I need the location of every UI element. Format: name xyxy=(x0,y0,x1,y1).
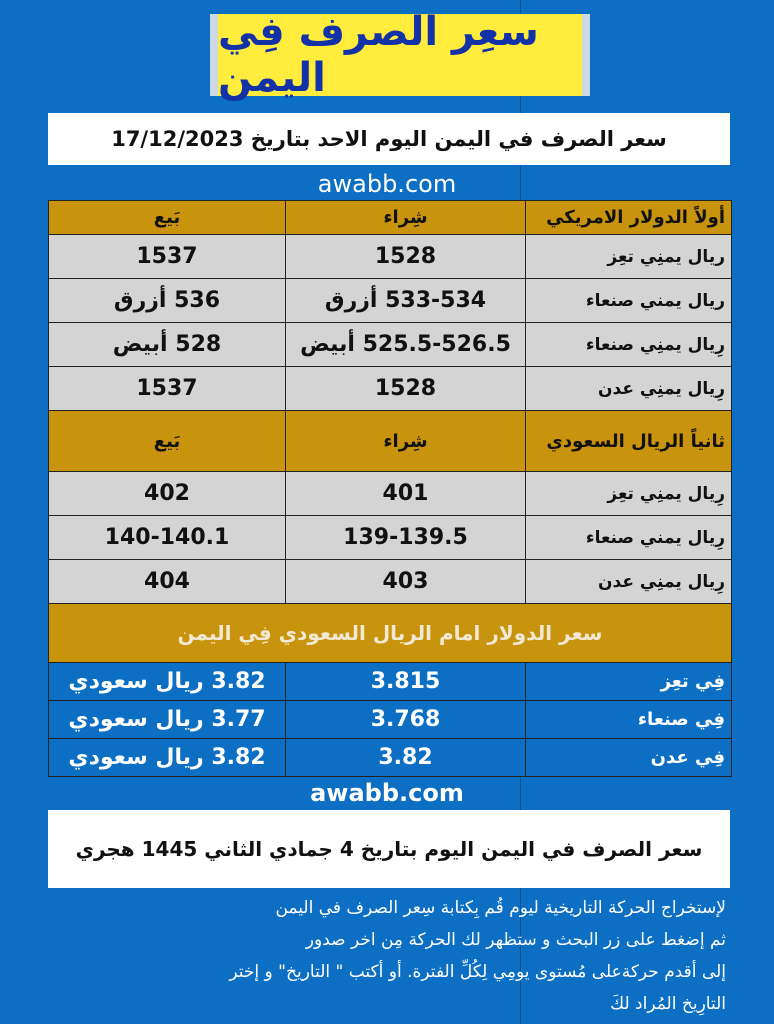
row-label: رِيال يمنِي عدن xyxy=(526,367,732,411)
sell-value: 3.82 ريال سعودي xyxy=(49,739,286,777)
buy-value: 3.768 xyxy=(286,701,526,739)
hijri-date-box xyxy=(48,810,730,888)
sell-value: 528 أبيض xyxy=(49,323,286,367)
table-row xyxy=(49,701,732,739)
usd-vs-sar-banner: سعر الدولار امام الريال السعودي فِي اليمن xyxy=(49,604,732,663)
sar-header-row xyxy=(49,411,732,472)
table-row xyxy=(49,516,732,560)
page-title: سعِر الصرف فِي اليمن xyxy=(218,9,539,101)
row-label: رِيال يمنِي صنعاء xyxy=(526,323,732,367)
usd-header-buy: شِراء xyxy=(286,201,526,235)
sell-value: 140-140.1 xyxy=(49,516,286,560)
buy-value: 3.82 xyxy=(286,739,526,777)
sell-value: 402 xyxy=(49,472,286,516)
table-row xyxy=(49,472,732,516)
table-row xyxy=(49,367,732,411)
instruction-line: لإستخراج الحركة التاريخية ليوم قُم بِكتابة سِعر الصرف في اليمن xyxy=(275,898,726,918)
buy-value: 401 xyxy=(286,472,526,516)
row-label: رِيال يمنِي عدن xyxy=(526,560,732,604)
table-row xyxy=(49,235,732,279)
row-label: فِي صنعاء xyxy=(526,701,732,739)
date-line: سعر الصرف في اليمن اليوم الاحد بتاريخ 17/12/2023 xyxy=(111,127,667,151)
sar-header-sell: بَيع xyxy=(49,411,286,472)
row-label: فِي تعِز xyxy=(526,663,732,701)
site-link-bottom[interactable]: awabb.com xyxy=(310,779,464,807)
page-title-banner xyxy=(210,9,590,101)
date-line-box xyxy=(48,113,730,165)
row-label: ريال يمنِي تعِز xyxy=(526,235,732,279)
site-link-top[interactable]: awabb.com xyxy=(317,170,457,198)
usd-vs-sar-banner-row xyxy=(49,604,732,663)
buy-value: 3.815 xyxy=(286,663,526,701)
instruction-line: ثم إضغط على زر البحث و ستظهر لك الحركة مِن اخر صدور xyxy=(305,930,726,950)
table-row xyxy=(49,323,732,367)
sell-value: 404 xyxy=(49,560,286,604)
hijri-date-line: سعر الصرف في اليمن اليوم بتاريخ 4 جمادي الثاني 1445 هجري xyxy=(75,837,703,861)
sell-value: 3.82 ريال سعودي xyxy=(49,663,286,701)
rates-table xyxy=(48,200,732,777)
row-label: رِيال يمنِي تعِز xyxy=(526,472,732,516)
usd-header-row xyxy=(49,201,732,235)
buy-value: 403 xyxy=(286,560,526,604)
table-row xyxy=(49,279,732,323)
row-label: فِي عدن xyxy=(526,739,732,777)
instructions xyxy=(36,892,726,1020)
usd-header-sell: بَيع xyxy=(49,201,286,235)
sar-header-label: ثانياً الريال السعودي xyxy=(526,411,732,472)
buy-value: 1528 xyxy=(286,367,526,411)
buy-value: 533-534 أزرق xyxy=(286,279,526,323)
table-row xyxy=(49,663,732,701)
buy-value: 139-139.5 xyxy=(286,516,526,560)
sell-value: 1537 xyxy=(49,235,286,279)
usd-header-label: أولاً الدولار الامريكي xyxy=(526,201,732,235)
sar-header-buy: شِراء xyxy=(286,411,526,472)
sell-value: 1537 xyxy=(49,367,286,411)
table-row xyxy=(49,739,732,777)
table-row xyxy=(49,560,732,604)
instruction-line: إلى أقدم حركةعلى مُستوى يومِي لِكُلِّ الفترة. أو أكتب " التاريخ" و إختر xyxy=(229,962,726,982)
buy-value: 1528 xyxy=(286,235,526,279)
sell-value: 536 أزرق xyxy=(49,279,286,323)
row-label: رِيال يمني صنعاء xyxy=(526,516,732,560)
row-label: ريال يمني صنعاء xyxy=(526,279,732,323)
buy-value: 525.5-526.5 أبيض xyxy=(286,323,526,367)
instruction-line: التارِيخ المُراد لكَ xyxy=(610,994,726,1014)
sell-value: 3.77 ريال سعودي xyxy=(49,701,286,739)
